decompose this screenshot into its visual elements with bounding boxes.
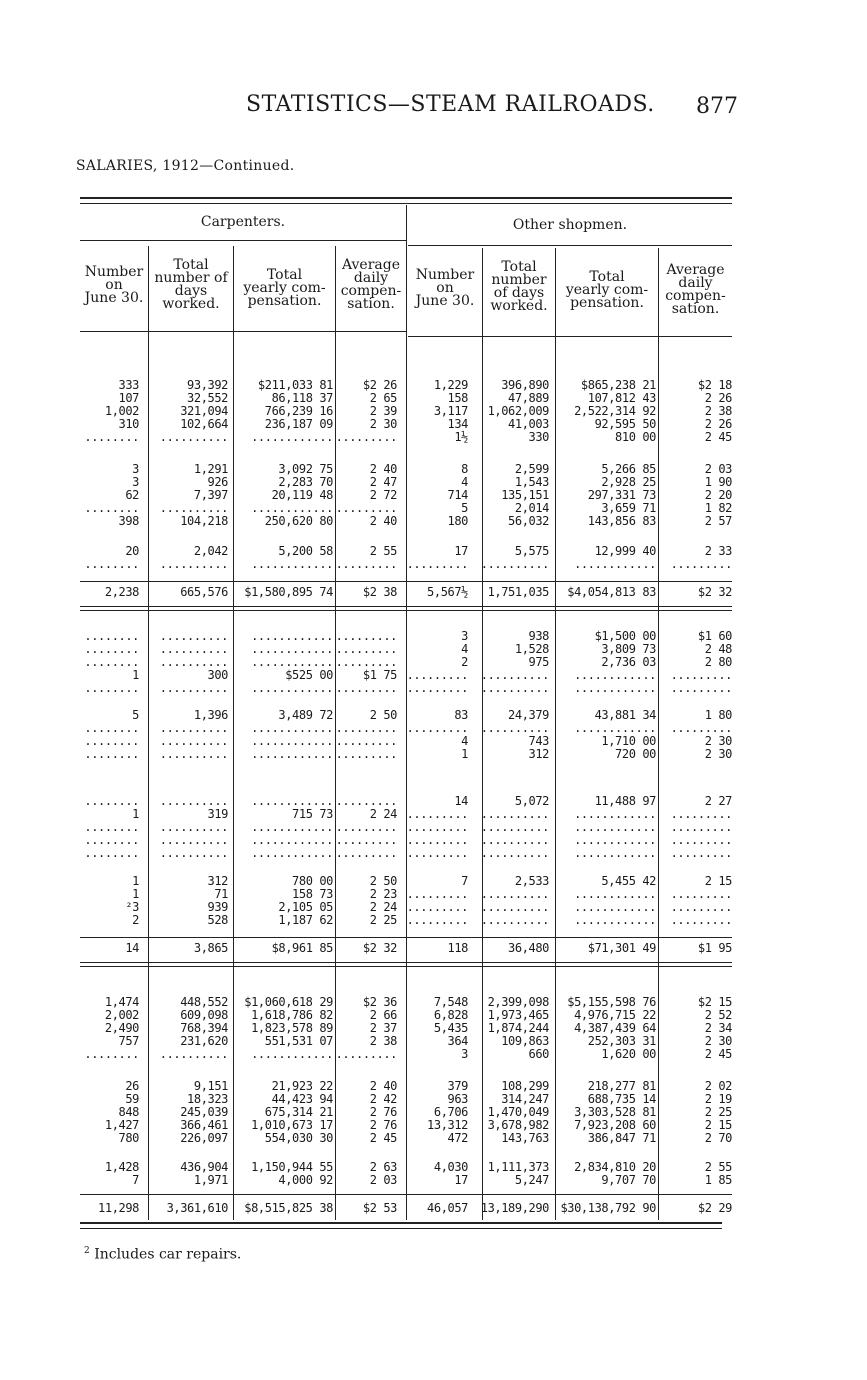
- table-cell: 2 40 2 42 2 76 2 76 2 45: [369, 1079, 397, 1145]
- col-divider: [148, 246, 149, 1220]
- table-cell: 5,200 58 ............: [251, 544, 333, 571]
- table-cell: 3,092 75 2,283 70 20,119 48 ............ 250,620 80: [251, 462, 333, 528]
- table-cell: 2,599 1,543 135,151 2,014 56,032: [501, 462, 549, 528]
- table-cell: 9,151 18,323 245,039 366,461 226,097: [180, 1079, 228, 1145]
- col-header-number-other: [408, 269, 482, 308]
- table-cell: 1 80 ......... 2 30 2 30: [670, 708, 732, 761]
- table-cell: $71,301 49: [587, 941, 656, 955]
- table-cell: 333 107 1,002 310 ........: [84, 378, 139, 444]
- table-cell: ......... 2 24 ......... ......... .........: [335, 794, 397, 860]
- table-cell: 1,751,035: [487, 585, 549, 599]
- table-cell: 312 71 939 528: [207, 874, 228, 927]
- subtotal-rule: [80, 962, 732, 963]
- table-cell: 436,904 1,971: [180, 1160, 228, 1187]
- table-cell: 108,299 314,247 1,470,049 3,678,982 143,763: [487, 1079, 549, 1145]
- col-header-average: [336, 259, 406, 311]
- table-cell: 2 03 1 90 2 20 1 82 2 57: [704, 462, 732, 528]
- table-cell: 2 50 2 23 2 24 2 25: [369, 874, 397, 927]
- table-cell: $2 26 2 65 2 39 2 30 .........: [335, 378, 397, 444]
- table-cell: 1,291 926 7,397 .......... 104,218: [159, 462, 228, 528]
- table-cell: $2 29: [697, 1201, 732, 1215]
- table-cell: 12,999 40 ............: [574, 544, 656, 571]
- table-cell: 11,488 97 ............ ............ ............ ............: [574, 794, 656, 860]
- table-cell: 7,548 6,828 5,435 364 3: [433, 995, 468, 1061]
- table-cell: 5,266 85 2,928 25 297,331 73 3,659 71 143,856 83: [587, 462, 656, 528]
- table-cell: 665,576: [180, 585, 228, 599]
- col-header-days: [149, 259, 233, 311]
- table-cell: $2 15 2 52 2 34 2 30 2 45: [697, 995, 732, 1061]
- table-cell: 11,298: [98, 1201, 139, 1215]
- col-label: Total yearly com- pensation.: [243, 267, 326, 309]
- table-cell: 2 40 2 47 2 72 ......... 2 40: [335, 462, 397, 528]
- subtotal-rule: [80, 610, 732, 611]
- table-cell: 26 59 848 1,427 780: [104, 1079, 139, 1145]
- table-cell: 3 4 2 ......... .........: [406, 629, 468, 695]
- table-cell: 2 33 .........: [670, 544, 732, 571]
- table-cell: ......... ......... ......... $1 75 .........: [335, 629, 397, 695]
- table-cell: ........ 1 ........ ........ ........: [84, 794, 139, 860]
- table-cell: 46,057: [427, 1201, 468, 1215]
- table-cell: 83 ......... 4 1: [406, 708, 468, 761]
- table-cell: 1 1 ²3 2: [125, 874, 139, 927]
- col-header-average-other: [659, 264, 732, 316]
- col-label: Average daily compen- sation.: [665, 262, 726, 317]
- table-cell: 3,489 72 ............ ............ ............: [251, 708, 333, 761]
- table-cell: 780 00 158 73 2,105 05 1,187 62: [278, 874, 333, 927]
- group-rule-right: [408, 245, 732, 246]
- table-cell: 93,392 32,552 321,094 102,664 ..........: [159, 378, 228, 444]
- table-cell: ............ ............ ............ $525 00 ............: [251, 629, 333, 695]
- table-cell: 36,480: [508, 941, 549, 955]
- table-cell: 1,229 158 3,117 134 1½: [433, 378, 468, 444]
- table-cell: $2 36 2 66 2 37 2 38 .........: [335, 995, 397, 1061]
- table-cell: 21,923 22 44,423 94 675,314 21 1,010,673 17 554,030 30: [251, 1079, 333, 1145]
- footnote-text: Includes car repairs.: [94, 1246, 242, 1263]
- bottom-rule: [80, 1222, 722, 1224]
- table-cell: 14: [125, 941, 139, 955]
- col-divider: [233, 246, 234, 1220]
- top-rule: [80, 197, 732, 199]
- table-cell: 7 ......... ......... .........: [406, 874, 468, 927]
- subtotal-rule: [80, 581, 732, 582]
- table-cell: 3 3 62 ........ 398: [84, 462, 139, 528]
- table-cell: 938 1,528 975 .......... ..........: [480, 629, 549, 695]
- header-rule-left: [80, 331, 406, 332]
- table-cell: 5,567½: [427, 585, 468, 599]
- col-label: Total number of days worked.: [154, 257, 228, 312]
- table-cell: 2,399,098 1,973,465 1,874,244 109,863 660: [487, 995, 549, 1061]
- col-label: Total yearly com- pensation.: [565, 269, 649, 311]
- table-cell: 2 55 1 85: [704, 1160, 732, 1187]
- table-cell: 14 ......... ......... ......... .........: [406, 794, 468, 860]
- col-label: Number on June 30.: [84, 264, 144, 306]
- table-cell: 4,030 17: [433, 1160, 468, 1187]
- subtotal-rule: [80, 606, 732, 607]
- table-cell: 2 27 ......... ......... ......... .........: [670, 794, 732, 860]
- table-cell: 1,428 7: [104, 1160, 139, 1187]
- table-cell: $1,060,618 29 1,618,786 82 1,823,578 89 551,531 07 ............: [244, 995, 333, 1061]
- col-header-days-other: [483, 261, 555, 313]
- table-subtitle: SALARIES, 1912—Continued.: [76, 158, 295, 174]
- table-cell: $2 32: [697, 585, 732, 599]
- table-cell: $2 38: [362, 585, 397, 599]
- table-cell: 24,379 .......... 743 312: [480, 708, 549, 761]
- col-header-yearly: [234, 269, 335, 308]
- bottom-rule-2: [80, 1228, 722, 1229]
- table-cell: $2 32: [362, 941, 397, 955]
- table-cell: $30,138,792 90: [560, 1201, 656, 1215]
- table-cell: 13,189,290: [480, 1201, 549, 1215]
- table-cell: .......... .......... .......... 300 ..........: [159, 629, 228, 695]
- table-cell: 5,455 42 ............ ............ ............: [574, 874, 656, 927]
- footnote-mark: 2: [84, 1246, 90, 1256]
- group-rule-left: [80, 240, 406, 241]
- table-cell: 2,042 ..........: [159, 544, 228, 571]
- page-title: STATISTICS—STEAM RAILROADS.: [246, 92, 655, 117]
- col-label: Total number of days worked.: [490, 259, 548, 314]
- header-rule-right: [408, 336, 732, 337]
- table-cell: 2 50 ......... ......... .........: [335, 708, 397, 761]
- subtotal-rule: [80, 966, 732, 967]
- group-header-other-shopmen: Other shopmen.: [512, 217, 628, 233]
- total-rule: [80, 1194, 732, 1195]
- table-cell: 379 963 6,706 13,312 472: [427, 1079, 468, 1145]
- table-cell: $8,515,825 38: [244, 1201, 333, 1215]
- table-cell: $211,033 81 86,118 37 766,239 16 236,187 09 ............: [251, 378, 333, 444]
- table-cell: $1 60 2 48 2 80 ......... .........: [670, 629, 732, 695]
- table-cell: 448,552 609,098 768,394 231,620 ..........: [159, 995, 228, 1061]
- table-cell: 2,238: [104, 585, 139, 599]
- table-cell: 5,072 .......... .......... .......... ..........: [480, 794, 549, 860]
- subtotal-rule: [80, 937, 732, 938]
- table-cell: 5 ........ ........ ........: [84, 708, 139, 761]
- table-cell: $1,580,895 74: [244, 585, 333, 599]
- table-cell: 2,533 .......... .......... ..........: [480, 874, 549, 927]
- table-cell: 17 .........: [406, 544, 468, 571]
- col-header-number: [80, 266, 148, 305]
- top-rule-2: [80, 203, 732, 204]
- page-number: 877: [696, 94, 738, 119]
- table-cell: 1,474 2,002 2,490 757 ........: [84, 995, 139, 1061]
- table-cell: $2 53: [362, 1201, 397, 1215]
- table-cell: 1,396 .......... .......... ..........: [159, 708, 228, 761]
- col-divider: [658, 248, 659, 1220]
- table-cell: 396,890 47,889 1,062,009 41,003 330: [487, 378, 549, 444]
- table-cell: 1,111,373 5,247: [487, 1160, 549, 1187]
- table-cell: $5,155,598 76 4,976,715 22 4,387,439 64 252,303 31 1,620 00: [567, 995, 656, 1061]
- table-cell: 8 4 714 5 180: [447, 462, 468, 528]
- table-cell: $8,961 85: [271, 941, 333, 955]
- table-cell: ........ ........ ........ 1 ........: [84, 629, 139, 695]
- col-header-yearly-other: [556, 271, 658, 310]
- table-cell: $2 18 2 26 2 38 2 26 2 45: [697, 378, 732, 444]
- table-cell: 2 63 2 03: [369, 1160, 397, 1187]
- table-cell: 2,834,810 20 9,707 70: [574, 1160, 656, 1187]
- table-cell: 118: [447, 941, 468, 955]
- col-label: Average daily compen- sation.: [340, 257, 402, 312]
- table-cell: $1 95: [697, 941, 732, 955]
- table-cell: $865,238 21 107,812 43 2,522,314 92 92,595 50 810 00: [574, 378, 656, 444]
- table-cell: 3,865: [193, 941, 228, 955]
- col-divider: [555, 248, 556, 1220]
- col-label: Number on June 30.: [415, 267, 475, 309]
- footnote: [84, 1246, 241, 1263]
- table-cell: ............ 715 73 ............ ............ ............: [251, 794, 333, 860]
- table-cell: 218,277 81 688,735 14 3,303,528 81 7,923,208 60 386,847 71: [574, 1079, 656, 1145]
- table-cell: 2 55 .........: [335, 544, 397, 571]
- table-cell: 43,881 34 ............ 1,710 00 720 00: [574, 708, 656, 761]
- table-cell: $1,500 00 3,809 73 2,736 03 ............ ............: [574, 629, 656, 695]
- table-cell: 1,150,944 55 4,000 92: [251, 1160, 333, 1187]
- table-cell: 2 02 2 19 2 25 2 15 2 70: [704, 1079, 732, 1145]
- table-cell: $4,054,813 83: [567, 585, 656, 599]
- group-header-carpenters: Carpenters.: [200, 214, 286, 230]
- table-cell: 5,575 ..........: [480, 544, 549, 571]
- table-cell: 2 15 ......... ......... .........: [670, 874, 732, 927]
- table-cell: 20 ........: [84, 544, 139, 571]
- table-cell: .......... 319 .......... .......... ..........: [159, 794, 228, 860]
- table-cell: 3,361,610: [166, 1201, 228, 1215]
